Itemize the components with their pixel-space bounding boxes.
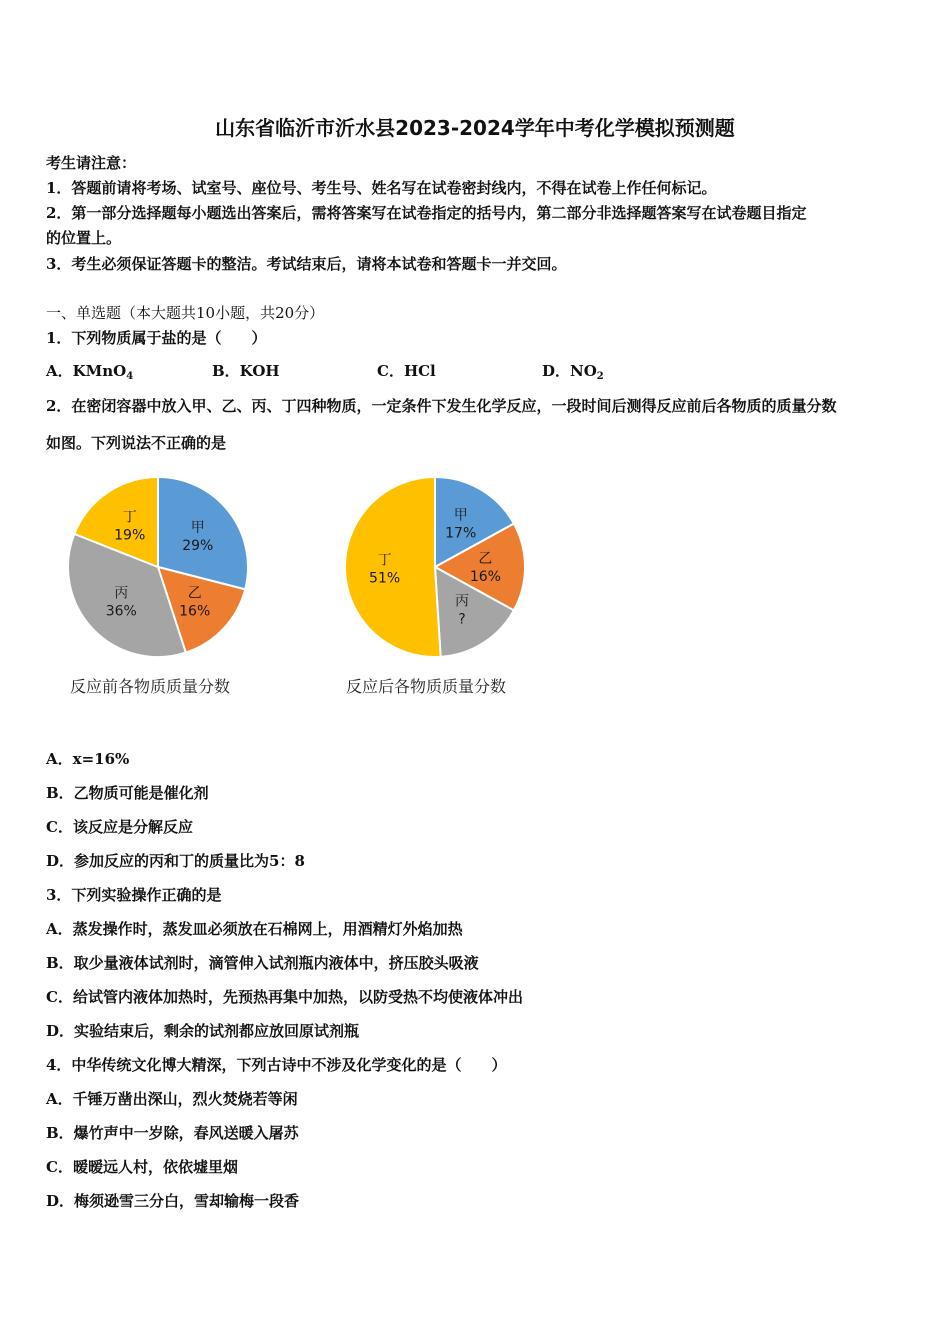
pie-slice-label: 16% — [179, 603, 211, 620]
pie-before-caption: 反应前各物质质量分数 — [70, 677, 231, 696]
q3-option-b: B．取少量液体试剂时，滴管伸入试剂瓶内液体中，挤压胶头吸液 — [46, 954, 479, 972]
q3-option-a: A．蒸发操作时，蒸发皿必须放在石棉网上，用酒精灯外焰加热 — [46, 920, 463, 938]
pie-chart-before — [63, 472, 253, 662]
q1-option-b: B．KOH — [212, 362, 280, 380]
pie-slice-name: 丙 — [455, 593, 469, 610]
q4-option-a: A．千锤万凿出深山，烈火焚烧若等闲 — [46, 1090, 298, 1108]
pie-slice-label: 29% — [182, 538, 214, 555]
pie-slice-name: 丙 — [114, 585, 129, 602]
page-title: 山东省临沂市沂水县2023-2024学年中考化学模拟预测题 — [215, 116, 735, 140]
question-1-stem: 1．下列物质属于盐的是（ ） — [46, 329, 267, 347]
pie-slice-label: 36% — [105, 603, 137, 620]
pie-slice-label: 17% — [445, 525, 477, 542]
pie-slice-name: 乙 — [187, 585, 202, 602]
q1-option-c: C．HCl — [377, 362, 436, 380]
notice-item: 3．考生必须保证答题卡的整洁。考试结束后，请将本试卷和答题卡一并交回。 — [46, 255, 567, 273]
question-2-stem: 2．在密闭容器中放入甲、乙、丙、丁四种物质，一定条件下发生化学反应，一段时间后测得反应前后各物质的质量分数 — [46, 397, 837, 415]
notice-heading: 考生请注意： — [46, 154, 137, 172]
question-3-stem: 3．下列实验操作正确的是 — [46, 886, 222, 904]
q3-option-d: D．实验结束后，剩余的试剂都应放回原试剂瓶 — [46, 1022, 360, 1040]
pie-after-caption: 反应后各物质质量分数 — [346, 677, 507, 696]
question-4-stem: 4．中华传统文化博大精深，下列古诗中不涉及化学变化的是（ ） — [46, 1056, 507, 1074]
q4-option-c: C．暧暧远人村，依依墟里烟 — [46, 1158, 238, 1176]
pie-slice-丁 — [345, 477, 441, 657]
notice-item: 1．答题前请将考场、试室号、座位号、考生号、姓名写在试卷密封线内，不得在试卷上作任何标记。 — [46, 179, 717, 197]
question-2-stem-cont: 如图。下列说法不正确的是 — [46, 434, 227, 452]
notice-item: 的位置上。 — [46, 229, 122, 247]
q3-option-c: C．给试管内液体加热时，先预热再集中加热，以防受热不均使液体冲出 — [46, 988, 523, 1006]
pie-slice-name: 丁 — [377, 552, 392, 569]
q2-option-b: B．乙物质可能是催化剂 — [46, 784, 209, 802]
pie-chart-after — [340, 472, 530, 662]
pie-slice-label: ? — [458, 611, 466, 628]
pie-slice-label: 19% — [114, 527, 146, 544]
pie-slice-label: 51% — [369, 570, 401, 587]
q1-option-a: A．KMnO$_4$ — [46, 362, 134, 382]
section-heading: 一、单选题（本大题共10小题，共20分） — [46, 304, 325, 322]
pie-slice-name: 甲 — [190, 520, 205, 537]
pie-slice-name: 丁 — [122, 509, 137, 526]
pie-slice-label: 16% — [469, 569, 501, 585]
q2-option-d: D．参加反应的丙和丁的质量比为5：8 — [46, 852, 305, 870]
notice-item: 2．第一部分选择题每小题选出答案后，需将答案写在试卷指定的括号内，第二部分非选择题答案写在试卷题目指定 — [46, 204, 807, 222]
q2-option-a: A．x=16% — [46, 750, 130, 768]
q4-option-b: B．爆竹声中一岁除，春风送暖入屠苏 — [46, 1124, 299, 1142]
q1-option-d: D．$NO_2$ — [542, 362, 604, 382]
pie-slice-name: 乙 — [478, 551, 493, 567]
q4-option-d: D．梅须逊雪三分白，雪却输梅一段香 — [46, 1192, 300, 1210]
pie-slice-name: 甲 — [453, 507, 468, 524]
q2-option-c: C．该反应是分解反应 — [46, 818, 193, 836]
